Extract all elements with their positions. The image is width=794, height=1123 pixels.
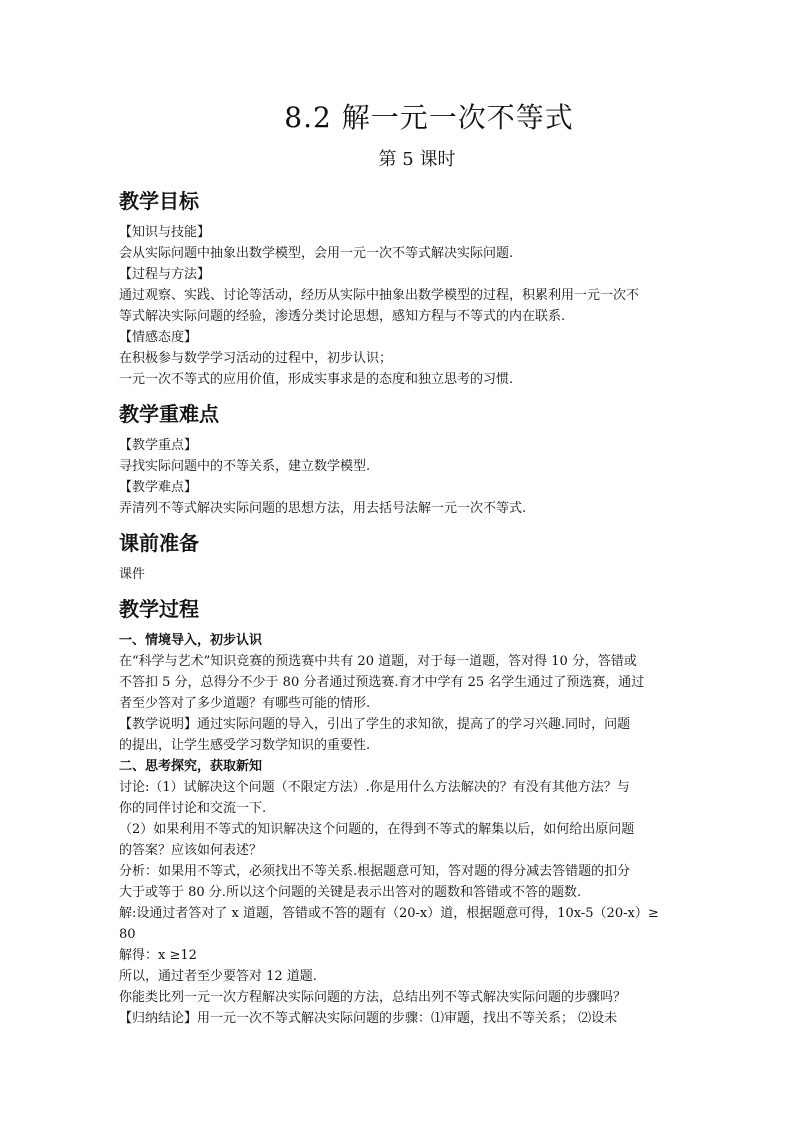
- text-question: 你能类比列一元一次方程解决实际问题的方法，总结出列不等式解决实际问题的步骤吗？: [119, 990, 627, 1005]
- text-part1-line1: 在“科学与艺术”知识竞赛的预选赛中共有 20 道题，对于每一道题，答对得 10 分，答错或: [119, 654, 637, 669]
- text-part1-line3: 者至少答对了多少道题？有哪些可能的情形.: [119, 696, 371, 711]
- text-analysis-line1: 分析：如果用不等式，必须找出不等关系.根据题意可知，答对题的得分减去答错题的扣分: [119, 864, 631, 879]
- label-key-point: 【教学重点】: [119, 438, 198, 453]
- label-emotion: 【情感态度】: [119, 330, 198, 345]
- text-discuss2-line1: （2）如果利用不等式的知识解决这个问题的，在得到不等式的解集以后，如何给出原问题: [119, 822, 635, 837]
- heading-preparation: 课前准备: [119, 531, 199, 555]
- heading-teaching-goals: 教学目标: [119, 189, 199, 213]
- text-knowledge: 会从实际问题中抽象出数学模型，会用一元一次不等式解决实际问题.: [119, 246, 514, 261]
- label-knowledge: 【知识与技能】: [119, 225, 211, 240]
- text-difficult-point: 弄清列不等式解决实际问题的思想方法，用去括号法解一元一次不等式.: [119, 501, 527, 516]
- text-discuss-line1: 讨论:（1）试解决这个问题（不限定方法）.你是用什么方法解决的？有没有其他方法？与: [119, 780, 630, 795]
- text-part1-line2: 不答扣 5 分，总得分不少于 80 分者通过预选赛.育才中学有 25 名学生通过了预选赛，通过: [119, 675, 645, 690]
- text-note-line2: 的提出，让学生感受学习数学知识的重要性.: [119, 738, 371, 753]
- text-solution-line1: 解:设通过者答对了 x 道题，答错或不答的题有（20-x）道，根据题意可得，10x-5（20-x）≥: [119, 906, 659, 921]
- document-body: [119, 184, 677, 1029]
- label-process: 【过程与方法】: [119, 267, 211, 282]
- text-conclusion: 所以，通过者至少要答对 12 道题.: [119, 969, 317, 984]
- text-solution-line2: 80: [119, 927, 136, 942]
- text-emotion-line2: 一元一次不等式的应用价值，形成实事求是的态度和独立思考的习惯.: [119, 372, 514, 387]
- page-title: 8.2 解一元一次不等式: [284, 101, 574, 134]
- text-analysis-line2: 大于或等于 80 分.所以这个问题的关键是表示出答对的题数和答错或不答的题数.: [119, 885, 582, 900]
- text-result: 解得：x ≥12: [119, 948, 197, 963]
- text-preparation: 课件: [119, 567, 146, 582]
- heading-teaching-process: 教学过程: [119, 597, 199, 621]
- text-process-line1: 通过观察、实践、讨论等活动，经历从实际中抽象出数学模型的过程，积累利用一元一次不: [119, 288, 640, 303]
- heading-key-points: 教学重难点: [119, 402, 219, 426]
- text-emotion-line1: 在积极参与数学学习活动的过程中，初步认识；: [119, 351, 393, 366]
- subheading-part1: 一、情境导入，初步认识: [119, 633, 263, 648]
- lesson-number: 第 5 课时: [378, 149, 456, 170]
- text-discuss-line2: 你的同伴讨论和交流一下.: [119, 801, 267, 816]
- text-summary: 【归纳结论】用一元一次不等式解决实际问题的步骤：⑴审题，找出不等关系； ⑵设未: [119, 1011, 618, 1026]
- text-process-line2: 等式解决实际问题的经验，渗透分类讨论思想，感知方程与不等式的内在联系.: [119, 309, 566, 324]
- text-note-line1: 【教学说明】通过实际问题的导入，引出了学生的求知欲，提高了的学习兴趣.同时，问题: [119, 717, 631, 732]
- subheading-part2: 二、思考探究，获取新知: [119, 759, 263, 774]
- label-difficult-point: 【教学难点】: [119, 480, 198, 495]
- text-discuss2-line2: 的答案？应该如何表述？: [119, 843, 263, 858]
- text-key-point: 寻找实际问题中的不等关系，建立数学模型.: [119, 459, 371, 474]
